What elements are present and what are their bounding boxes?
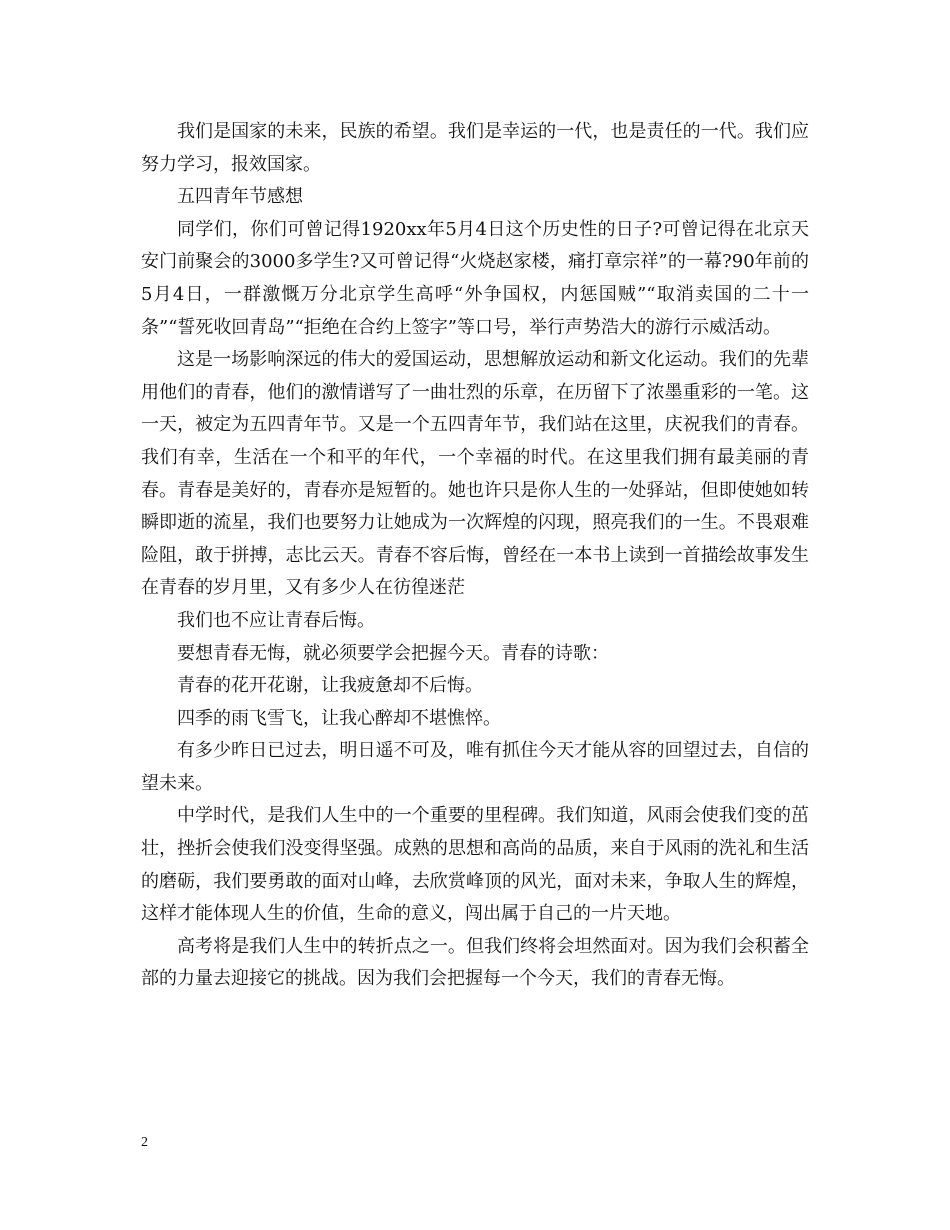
poem-line: 四季的雨飞雪飞，让我心醉却不堪憔悴。 <box>177 707 501 729</box>
page-number: 2 <box>141 1135 148 1150</box>
paragraph: 中学时代，是我们人生中的一个重要的里程碑。我们知道，风雨会使我们变的茁壮，挫折会使我们没变得坚强。成熟的思想和高尚的品质，来自于风雨的洗礼和生活的磨砺，我们要勇敢的面对山峰，去欣赏峰顶的风光，面对未来，争取人生的辉煌，这样才能体现人生的价值，生命的意义，闯出属于自己的一片天地。 <box>141 805 809 925</box>
section-heading: 五四青年节感想 <box>177 186 303 208</box>
paragraph: 我们是国家的未来，民族的希望。我们是幸运的一代，也是责任的一代。我们应努力学习，报效国家。 <box>141 121 809 175</box>
paragraph: 这是一场影响深远的伟大的爱国运动，思想解放运动和新文化运动。我们的先辈用他们的青春，他们的激情谱写了一曲壮烈的乐章，在历留下了浓墨重彩的一笔。这一天，被定为五四青年节。又是一个五四青年节，我们站在这里，庆祝我们的青春。我们有幸，生活在一个和平的年代，一个幸福的时代。在这里我们拥有最美丽的青春。青春是美好的，青春亦是短暂的。她也许只是你人生的一处驿站，但即使她如转瞬即逝的流星，我们也要努力让她成为一次辉煌的闪现，照亮我们的一生。不畏艰难险阻，敢于拼搏，志比云天。青春不容后悔，曾经在一本书上读到一首描绘故事发生在青春的岁月里，又有多少人在彷徨迷茫 <box>141 349 809 599</box>
body-text <box>141 116 809 996</box>
paragraph: 我们也不应让青春后悔。 <box>177 609 375 631</box>
paragraph: 有多少昨日已过去，明日遥不可及，唯有抓住今天才能从容的回望过去，自信的望未来。 <box>141 740 809 794</box>
paragraph: 同学们，你们可曾记得1920xx年5月4日这个历史性的日子?可曾记得在北京天安门前聚会的3000多学生?又可曾记得“火烧赵家楼，痛打章宗祥”的一幕?90年前的5月4日，一群激慨万分北京学生高呼“外争国权，内惩国贼”“取消卖国的二十一条”“誓死收回青岛”“拒绝在合约上签字”等口号，举行声势浩大的游行示威活动。 <box>141 218 809 338</box>
poem-line: 青春的花开花谢，让我疲惫却不后悔。 <box>177 675 483 697</box>
paragraph: 高考将是我们人生中的转折点之一。但我们终将会坦然面对。因为我们会积蓄全部的力量去迎接它的挑战。因为我们会把握每一个今天，我们的青春无悔。 <box>141 935 809 990</box>
paragraph: 要想青春无悔，就必须要学会把握今天。青春的诗歌： <box>177 642 609 664</box>
